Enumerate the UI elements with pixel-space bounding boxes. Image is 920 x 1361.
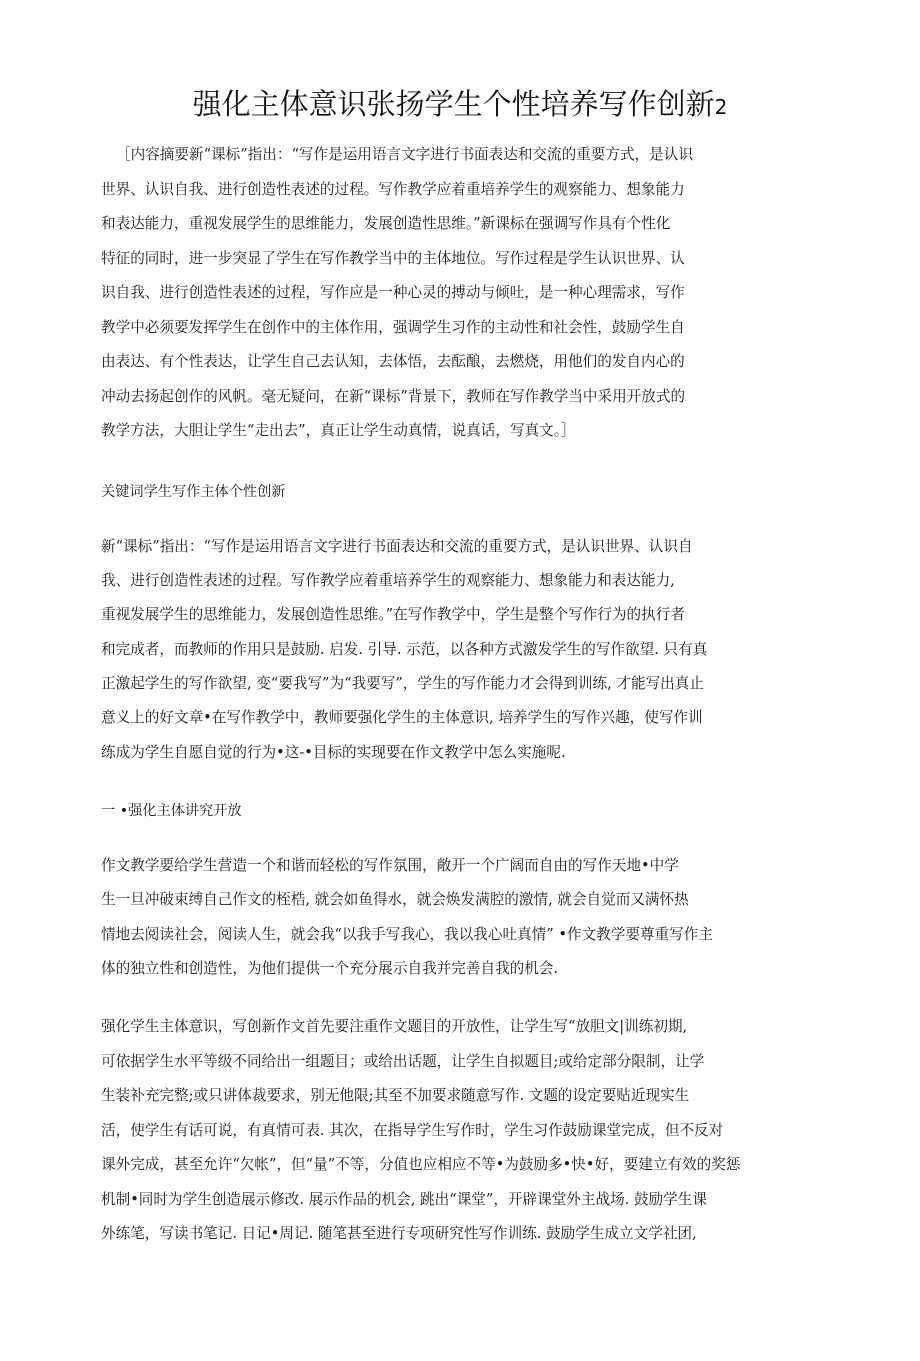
section1-para2-line: 强化学生主体意识，写创新作文首先要注重作文题目的开放性，让学生写“放胆文|训练初期, <box>101 1018 688 1035</box>
section1-para2-line: 课外完成，甚至允许“欠帐”，但“量”不等，分值也应相应不等•为鼓励多•快•好，要建立有效的奖惩 <box>101 1156 741 1173</box>
section1-para1-line: 生一旦冲破束缚自己作文的桎梏, 就会如鱼得水，就会焕发满腔的激情, 就会自觉而又满怀热 <box>101 891 689 908</box>
intro-line: 意义上的好文章•在写作教学中，教师要强化学生的主体意识, 培养学生的写作兴趣，使写作训 <box>101 709 703 726</box>
title-number: 2 <box>714 95 728 119</box>
abstract-line: ［内容摘要新“课标”指出：“写作是运用语言文字进行书面表达和交流的重要方式，是认识 <box>116 146 693 163</box>
title-text: 强化主体意识张扬学生个性培养写作创新 <box>192 87 715 121</box>
keywords: 关键词学生写作主体个性创新 <box>101 484 286 500</box>
abstract-line: 识自我、进行创造性表述的过程，写作应是一种心灵的搏动与倾吐，是一种心理需求，写作 <box>101 284 685 301</box>
section-heading: 一 •强化主体讲究开放 <box>101 803 242 819</box>
section1-para1-line: 情地去阅读社会，阅读人生，就会我“以我手写我心，我以我心吐真情” •作文教学要尊重写作主 <box>101 926 713 943</box>
intro-line: 和完成者，而教师的作用只是鼓励. 启发. 引导. 示范，以各种方式激发学生的写作欲望. 只有真 <box>101 641 708 658</box>
section1-para2-line: 生装补充完整;或只讲体裁要求，别无他限;其至不加要求随意写作. 文题的设定要贴近现实生 <box>101 1087 690 1104</box>
abstract-line: 由表达、有个性表达，让学生自己去认知，去体悟，去酝酿，去燃烧，用他们的发自内心的 <box>101 353 685 370</box>
abstract-line: 特征的同时，进一步突显了学生在写作教学当中的主体地位。写作过程是学生认识世界、认 <box>101 250 685 267</box>
section1-para1-line: 作文教学要给学生营造一个和谐而轻松的写作氛围，敞开一个广阔而自由的写作天地•中学 <box>101 857 679 874</box>
section1-para2-line: 活，使学生有话可说，有真情可表. 其次，在指导学生写作时，学生习作鼓励课堂完成，但不反对 <box>101 1122 724 1139</box>
intro-line: 我、进行创造性表述的过程。写作教学应着重培养学生的观察能力、想象能力和表达能力, <box>101 572 675 589</box>
intro-line: 练成为学生自愿自觉的行为•这-•目标的实现要在作文教学中怎么实施呢. <box>101 744 566 761</box>
abstract-line: 冲动去扬起创作的风帆。毫无疑问，在新“课标”背景下，教师在写作教学当中采用开放式的 <box>101 388 686 405</box>
section1-para2-line: 可依据学生水平等级不同给出一组题目；或给出话题，让学生自拟题目;或给定部分限制，让学 <box>101 1053 705 1070</box>
abstract-line: 和表达能力，重视发展学生的思维能力，发展创造性思维。”新课标在强调写作具有个性化 <box>101 215 671 232</box>
intro-line: 重视发展学生的思维能力，发展创造性思维。”在写作教学中，学生是整个写作行为的执行者 <box>101 606 685 623</box>
section1-para2-line: 外练笔，写读书笔记. 日记•周记. 随笔甚至进行专项研究性写作训练. 鼓励学生成立文学社团, <box>101 1225 697 1242</box>
abstract-line: 教学中必须要发挥学生在创作中的主体作用，强调学生习作的主动性和社会性，鼓励学生自 <box>101 319 685 336</box>
section1-para1-line: 体的独立性和创造性，为他们提供一个充分展示自我并完善自我的机会. <box>101 960 559 977</box>
section1-para2-line: 机制•同时为学生创造展示修改. 展示作品的机会, 跳出“课堂”，开辟课堂外主战场. 鼓励学生课 <box>101 1191 707 1208</box>
intro-line: 新“课标”指出：“写作是运用语言文字进行书面表达和交流的重要方式，是认识世界、认识自 <box>101 538 693 555</box>
page-title <box>0 84 920 127</box>
intro-line: 正激起学生的写作欲望, 变“要我写”为“我要写”，学生的写作能力才会得到训练, 才能写出真止 <box>101 675 704 692</box>
abstract-line: 世界、认识自我、进行创造性表述的过程。写作教学应着重培养学生的观察能力、想象能力 <box>101 181 685 198</box>
abstract-line: 教学方法，大胆让学生“走出去”，真正让学生动真情，说真话，写真文。］ <box>101 422 576 439</box>
